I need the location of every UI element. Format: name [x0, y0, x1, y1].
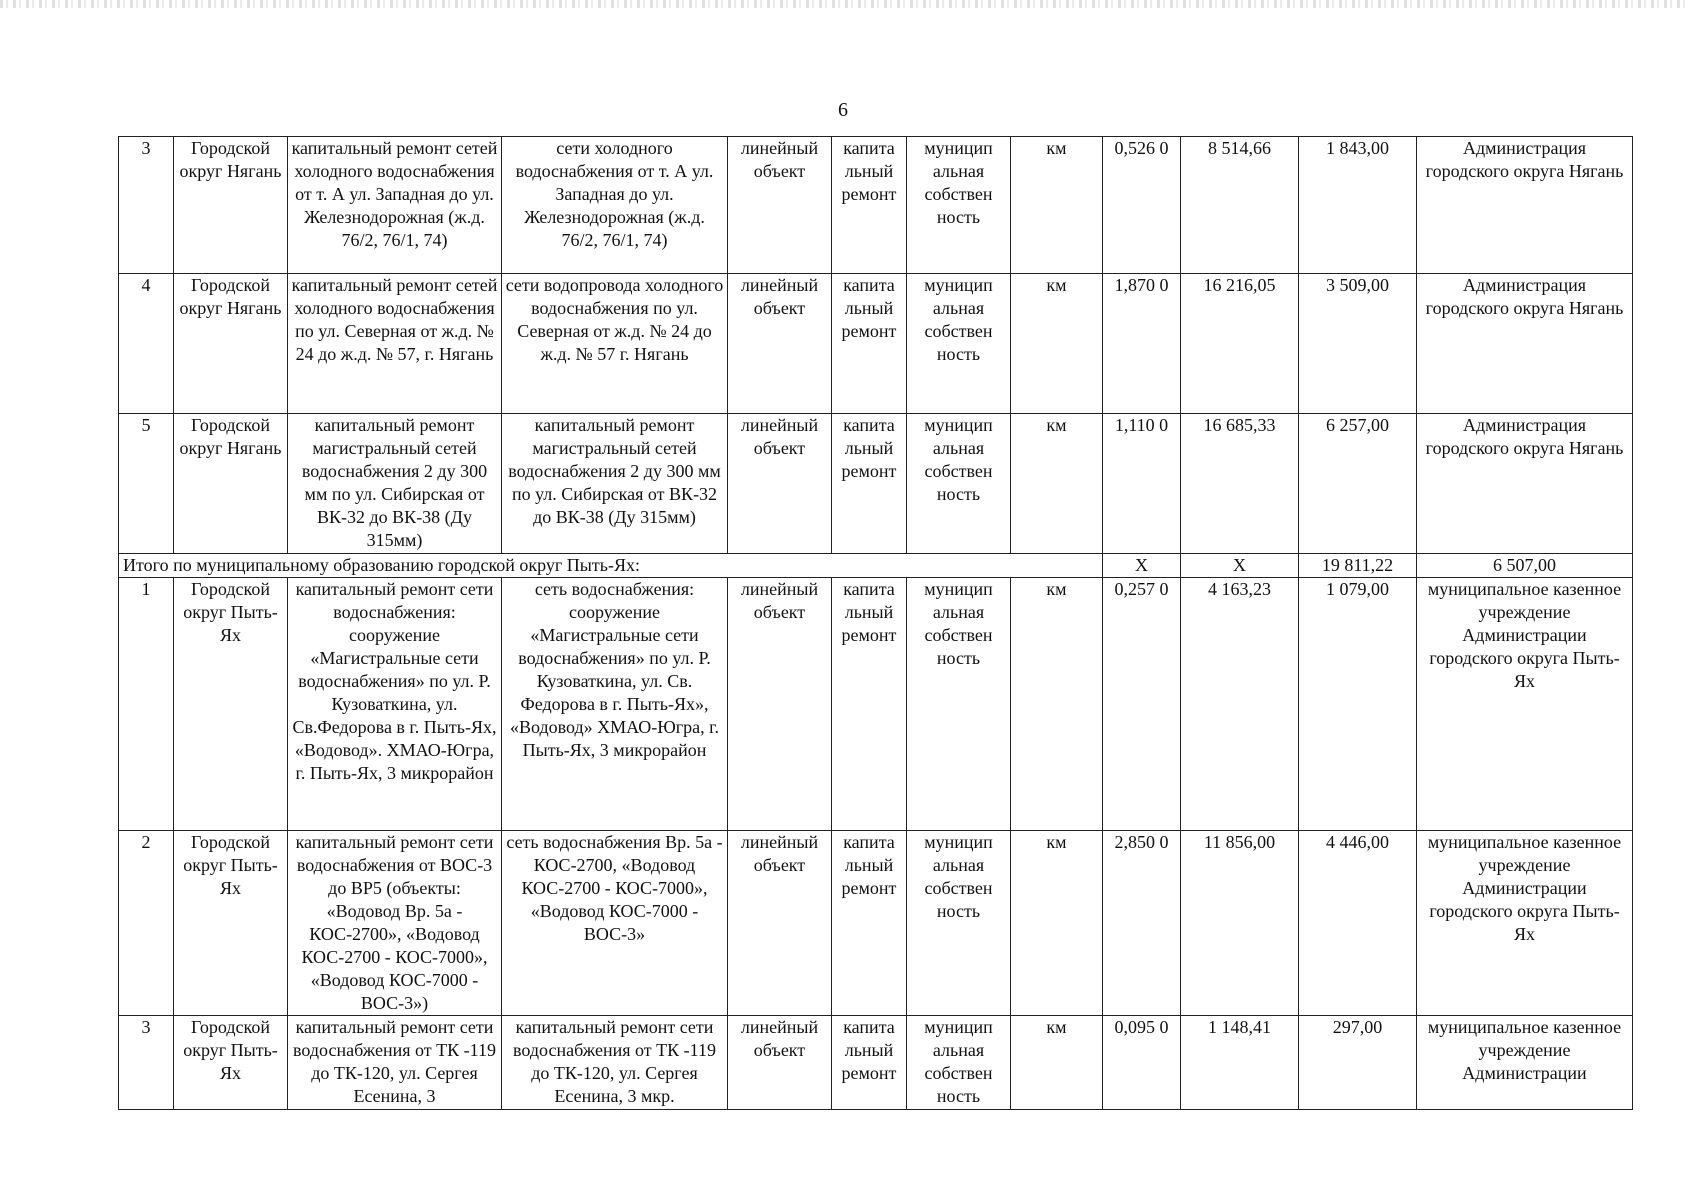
cell-territory: Городской округ Нягань [174, 274, 288, 414]
total-label: Итого по муниципальному образованию городской округ Пыть-Ях: [119, 554, 1103, 578]
cell-territory: Городской округ Пыть-Ях [174, 578, 288, 831]
cell-territory: Городской округ Нягань [174, 414, 288, 554]
cell-object: сеть водоснабжения: сооружение «Магистральные сети водоснабжения» по ул. Р. Кузоваткина, ул. Св. Федорова в г. Пыть-Ях», «Водовод» ХМАО-Югра, г. Пыть-Ях, 3 микрорайон [502, 578, 728, 831]
cell-funding: 1 079,00 [1299, 578, 1417, 831]
cell-quantity: 1,870 0 [1103, 274, 1181, 414]
total-row [119, 554, 1633, 578]
cell-object-type: линейный объект [728, 831, 832, 1016]
cell-recipient: муниципальное казенное учреждение Администрации [1417, 1016, 1633, 1110]
total-cost: 19 811,22 [1299, 554, 1417, 578]
cell-object: сеть водоснабжения Вр. 5а - КОС-2700, «Водовод КОС-2700 - КОС-7000», «Водовод КОС-7000 - ВОС-3» [502, 831, 728, 1016]
cell-work-type: капита льный ремонт [832, 1016, 907, 1110]
cell-funding: 3 509,00 [1299, 274, 1417, 414]
cell-unit: км [1011, 137, 1103, 274]
cell-work-type: капита льный ремонт [832, 137, 907, 274]
cell-event: капитальный ремонт сети водоснабжения от ТК -119 до ТК-120, ул. Сергея Есенина, 3 [288, 1016, 502, 1110]
cell-ownership: муницип альная собствен ность [907, 831, 1011, 1016]
cell-recipient: муниципальное казенное учреждение Администрации городского округа Пыть-Ях [1417, 578, 1633, 831]
cell-cost: 16 216,05 [1181, 274, 1299, 414]
cell-object-type: линейный объект [728, 414, 832, 554]
cell-object: сети водопровода холодного водоснабжения по ул. Северная от ж.д. № 24 до ж.д. № 57 г. Нягань [502, 274, 728, 414]
cell-ownership: муницип альная собствен ность [907, 414, 1011, 554]
table-row [119, 1016, 1633, 1110]
page-number: 6 [838, 99, 848, 121]
cell-number: 3 [119, 137, 174, 274]
cell-work-type: капита льный ремонт [832, 831, 907, 1016]
cell-quantity: 1,110 0 [1103, 414, 1181, 554]
cell-recipient: муниципальное казенное учреждение Администрации городского округа Пыть-Ях [1417, 831, 1633, 1016]
cell-object: капитальный ремонт сети водоснабжения от ТК -119 до ТК-120, ул. Сергея Есенина, 3 мкр. [502, 1016, 728, 1110]
cell-object-type: линейный объект [728, 578, 832, 831]
cell-object: сети холодного водоснабжения от т. А ул. Западная до ул. Железнодорожная (ж.д. 76/2, 76/1, 74) [502, 137, 728, 274]
cell-territory: Городской округ Нягань [174, 137, 288, 274]
cell-event: капитальный ремонт сети водоснабжения от ВОС-3 до ВР5 (объекты: «Водовод Вр. 5а - КОС-2700», «Водовод КОС-2700 - КОС-7000», «Водовод КОС-7000 - ВОС-3») [288, 831, 502, 1016]
cell-event: капитальный ремонт магистральный сетей водоснабжения 2 ду 300 мм по ул. Сибирская от ВК-32 до ВК-38 (Ду 315мм) [288, 414, 502, 554]
cell-object-type: линейный объект [728, 274, 832, 414]
table-row [119, 414, 1633, 554]
cell-ownership: муницип альная собствен ность [907, 578, 1011, 831]
cell-quantity: 0,257 0 [1103, 578, 1181, 831]
cell-recipient: Администрация городского округа Нягань [1417, 274, 1633, 414]
cell-unit: км [1011, 831, 1103, 1016]
cell-work-type: капита льный ремонт [832, 578, 907, 831]
cell-ownership: муницип альная собствен ность [907, 1016, 1011, 1110]
cell-territory: Городской округ Пыть-Ях [174, 1016, 288, 1110]
cell-ownership: муницип альная собствен ность [907, 274, 1011, 414]
cell-quantity: 0,095 0 [1103, 1016, 1181, 1110]
total-unit: X [1103, 554, 1181, 578]
cell-funding: 6 257,00 [1299, 414, 1417, 554]
cell-number: 5 [119, 414, 174, 554]
cell-quantity: 0,526 0 [1103, 137, 1181, 274]
cell-object-type: линейный объект [728, 137, 832, 274]
table-row [119, 578, 1633, 831]
cell-cost: 8 514,66 [1181, 137, 1299, 274]
total-quantity: X [1181, 554, 1299, 578]
table-row [119, 274, 1633, 414]
cell-ownership: муницип альная собствен ность [907, 137, 1011, 274]
cell-work-type: капита льный ремонт [832, 414, 907, 554]
cell-number: 2 [119, 831, 174, 1016]
scan-edge-noise [0, 0, 1686, 8]
cell-recipient: Администрация городского округа Нягань [1417, 137, 1633, 274]
cell-unit: км [1011, 414, 1103, 554]
cell-object: капитальный ремонт магистральный сетей водоснабжения 2 ду 300 мм по ул. Сибирская от ВК-32 до ВК-38 (Ду 315мм) [502, 414, 728, 554]
cell-cost: 4 163,23 [1181, 578, 1299, 831]
total-funding: 6 507,00 [1417, 554, 1633, 578]
cell-funding: 4 446,00 [1299, 831, 1417, 1016]
cell-funding: 1 843,00 [1299, 137, 1417, 274]
cell-event: капитальный ремонт сети водоснабжения: сооружение «Магистральные сети водоснабжения» по ул. Р. Кузоваткина, ул. Св.Федорова в г. Пыть-Ях, «Водовод». ХМАО-Югра, г. Пыть-Ях, 3 микрорайон [288, 578, 502, 831]
table-row [119, 137, 1633, 274]
cell-unit: км [1011, 578, 1103, 831]
cell-number: 1 [119, 578, 174, 831]
cell-unit: км [1011, 1016, 1103, 1110]
cell-cost: 16 685,33 [1181, 414, 1299, 554]
cell-event: капитальный ремонт сетей холодного водоснабжения от т. А ул. Западная до ул. Железнодорожная (ж.д. 76/2, 76/1, 74) [288, 137, 502, 274]
cell-funding: 297,00 [1299, 1016, 1417, 1110]
data-table [118, 136, 1633, 1110]
cell-work-type: капита льный ремонт [832, 274, 907, 414]
cell-cost: 1 148,41 [1181, 1016, 1299, 1110]
cell-object-type: линейный объект [728, 1016, 832, 1110]
cell-unit: км [1011, 274, 1103, 414]
cell-number: 4 [119, 274, 174, 414]
cell-quantity: 2,850 0 [1103, 831, 1181, 1016]
cell-cost: 11 856,00 [1181, 831, 1299, 1016]
table-row [119, 831, 1633, 1016]
cell-recipient: Администрация городского округа Нягань [1417, 414, 1633, 554]
cell-event: капитальный ремонт сетей холодного водоснабжения по ул. Северная от ж.д. № 24 до ж.д. № 57, г. Нягань [288, 274, 502, 414]
cell-territory: Городской округ Пыть-Ях [174, 831, 288, 1016]
cell-number: 3 [119, 1016, 174, 1110]
